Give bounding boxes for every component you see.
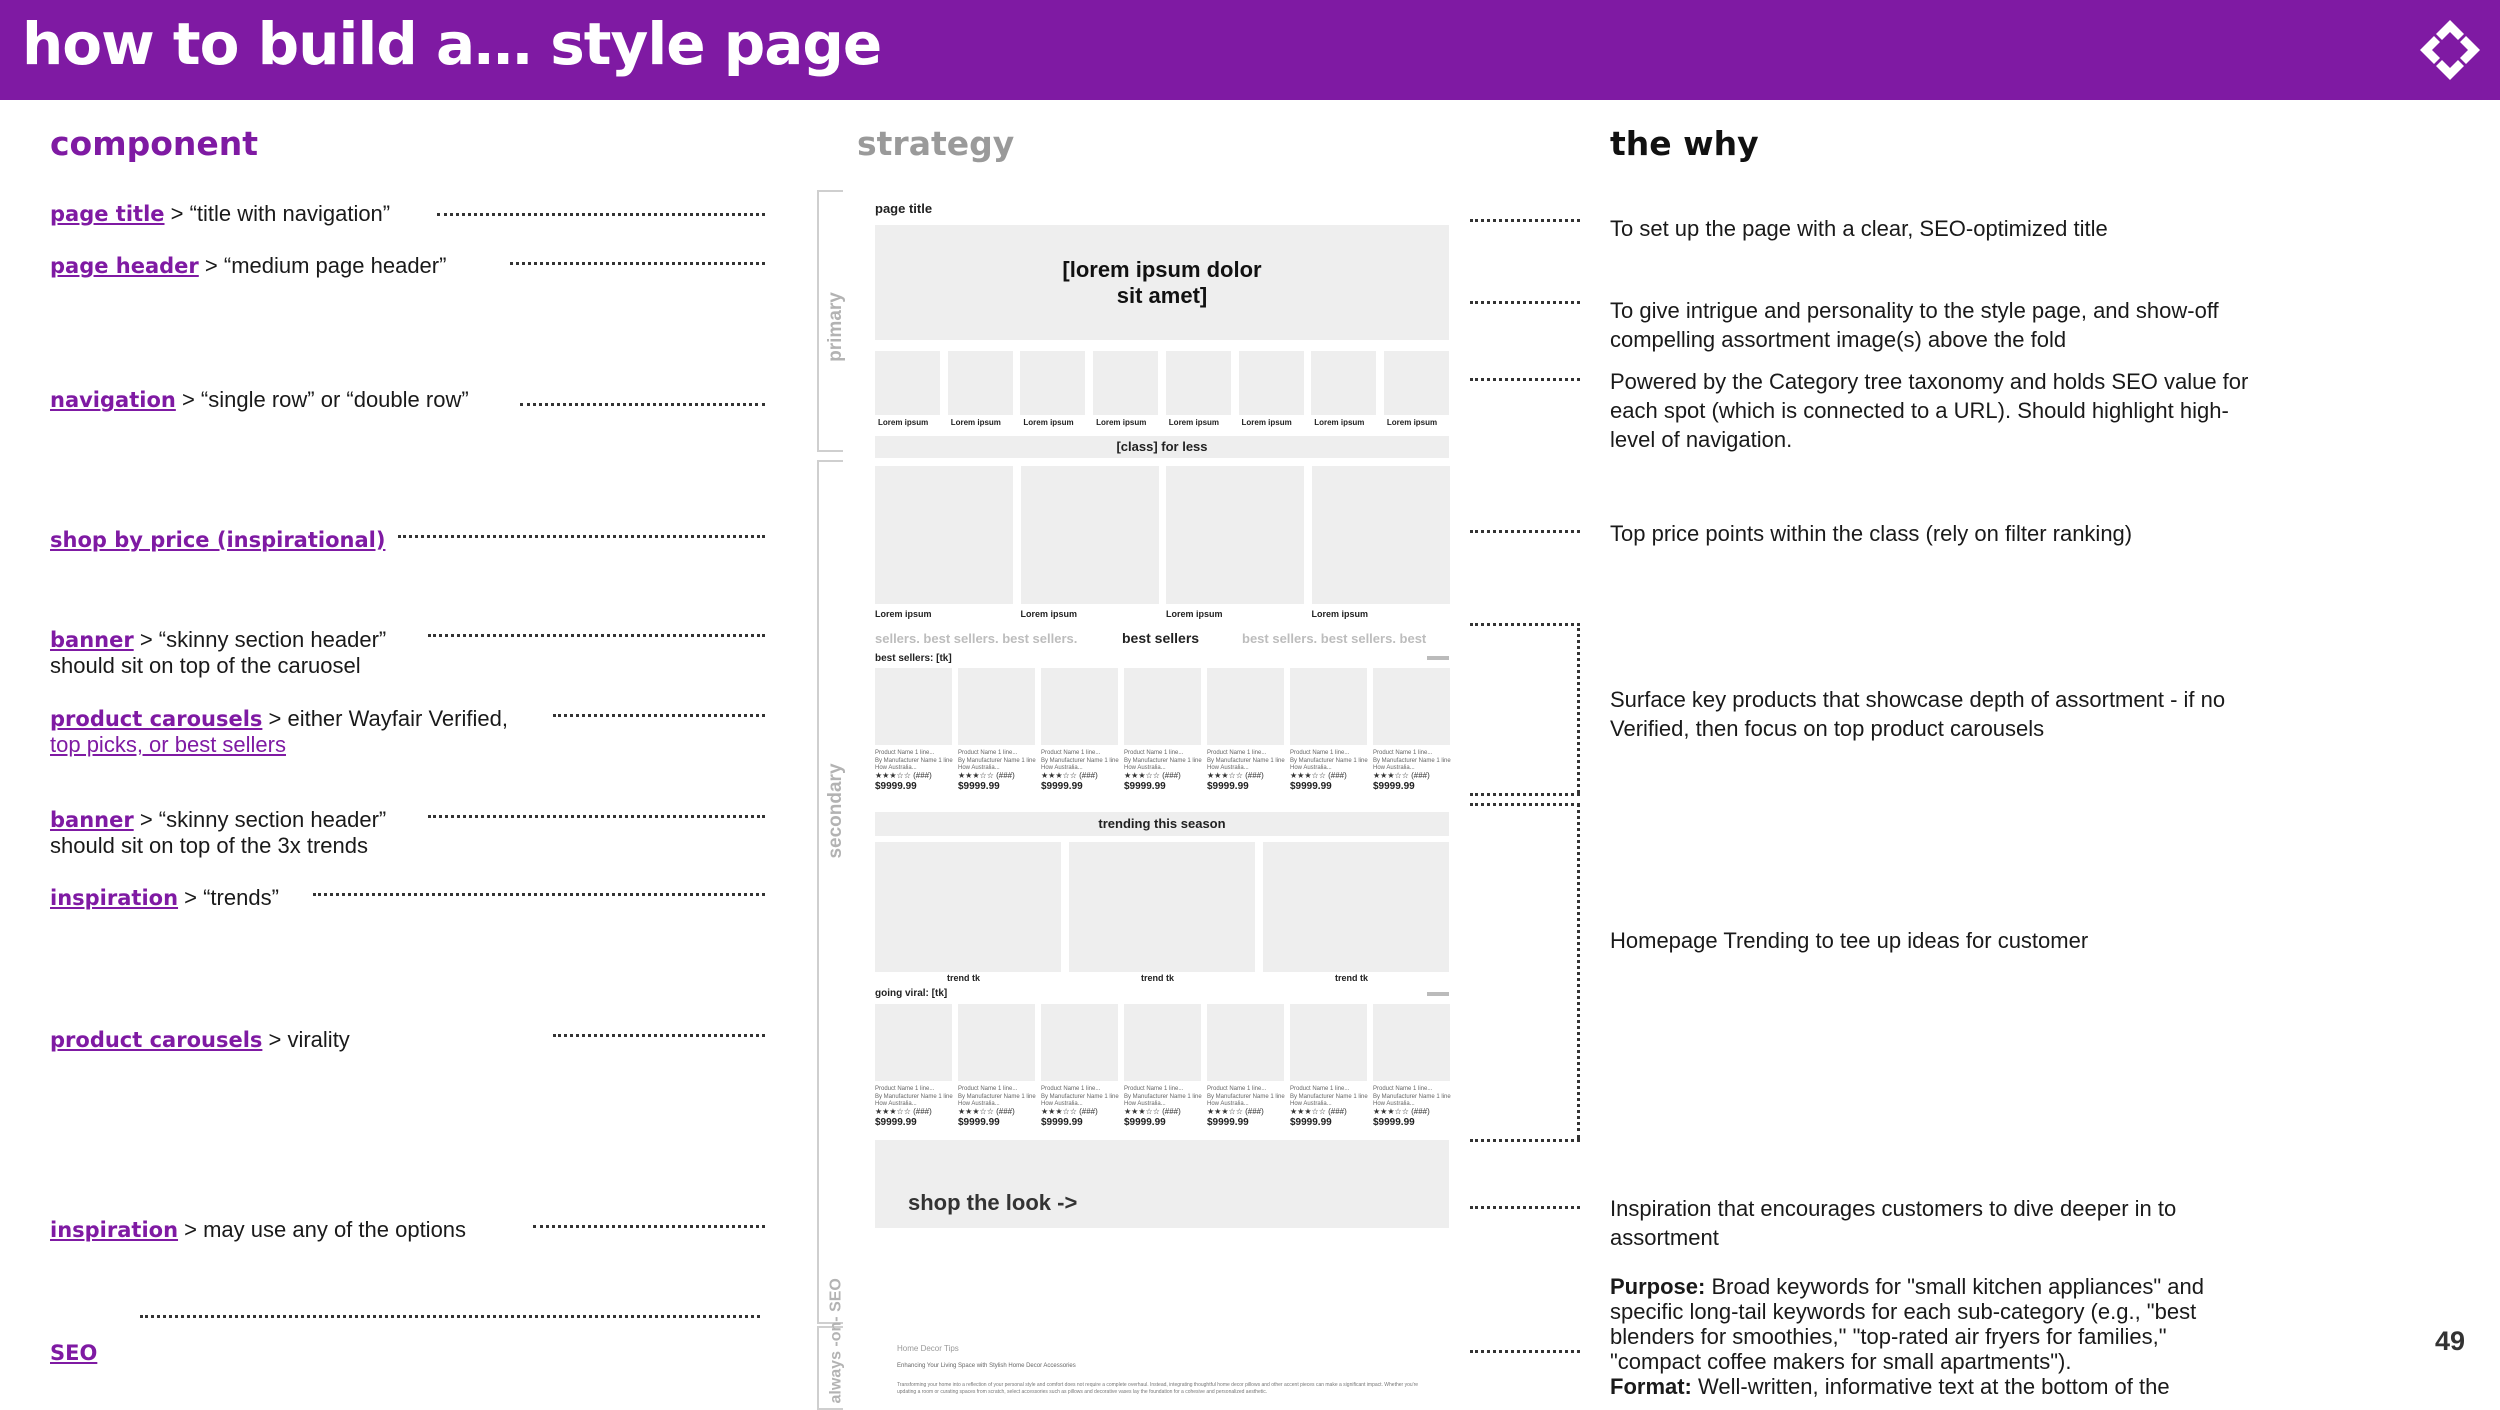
format-label: Format: <box>1610 1374 1692 1399</box>
wf-product-price: $9999.99 <box>1290 1117 1332 1128</box>
connector-dots <box>398 535 765 538</box>
connector-dots <box>553 1034 765 1037</box>
component-link[interactable]: page header <box>50 254 199 278</box>
connector-dots <box>428 634 765 637</box>
secondary-bracket <box>817 460 843 1324</box>
component-desc: > virality <box>262 1027 350 1052</box>
wf-product-price: $9999.99 <box>875 1117 917 1128</box>
wf-product-extra: How Australia... <box>1124 1101 1166 1107</box>
wf-seo-title: Home Decor Tips <box>897 1344 959 1353</box>
wf-product-image <box>1373 1004 1450 1081</box>
wf-price-tile <box>1166 466 1304 604</box>
wf-product-name: Product Name 1 line... <box>1041 1086 1101 1092</box>
wf-product-name: Product Name 1 line... <box>1041 750 1101 756</box>
wf-product-rating: ★★★☆☆ (###) <box>958 771 1015 780</box>
wf-marquee-right: best sellers. best sellers. best <box>1242 631 1427 646</box>
wf-product-rating: ★★★☆☆ (###) <box>1290 1107 1347 1116</box>
page-title: how to build a… style page <box>22 10 882 78</box>
why-text: Surface key products that showcase depth of assortment - if no Verified, then focus on top product carousels <box>1610 687 2226 741</box>
wf-product-rating: ★★★☆☆ (###) <box>958 1107 1015 1116</box>
strategy-heading: strategy <box>857 124 1015 163</box>
component-link[interactable]: product carousels <box>50 707 263 731</box>
wf-product-rating: ★★★☆☆ (###) <box>875 1107 932 1116</box>
wf-product-rating: ★★★☆☆ (###) <box>1124 771 1181 780</box>
component-link[interactable]: banner <box>50 808 134 832</box>
wf-product-image <box>1373 668 1450 745</box>
wf-trend-tile <box>1263 842 1449 972</box>
wf-product-by: By Manufacturer Name 1 line <box>875 1094 953 1100</box>
why-connector <box>1470 793 1580 796</box>
wf-product-price: $9999.99 <box>875 781 917 792</box>
wf-product-extra: How Australia... <box>958 1101 1000 1107</box>
why-connector <box>1470 219 1580 222</box>
wf-nav-label: Lorem ipsum <box>950 418 1001 427</box>
component-desc: > “skinny section header” <box>133 627 387 652</box>
connector-dots <box>510 262 765 265</box>
wf-product-image <box>875 668 952 745</box>
component-link[interactable]: banner <box>50 628 134 652</box>
wf-see-all[interactable] <box>1427 992 1449 996</box>
connector-dots <box>313 893 765 896</box>
wf-product-price: $9999.99 <box>1373 781 1415 792</box>
wf-nav-label: Lorem ipsum <box>1386 418 1438 427</box>
connector-dots <box>520 403 765 406</box>
component-row <box>50 527 770 553</box>
component-desc: > may use any of the options <box>178 1217 467 1242</box>
wf-price-tile <box>1312 466 1450 604</box>
wf-hero-text: [lorem ipsum dolor sit amet] <box>1062 257 1262 308</box>
wf-product-price: $9999.99 <box>958 1117 1000 1128</box>
wf-product-rating: ★★★☆☆ (###) <box>1373 771 1430 780</box>
component-link[interactable]: inspiration <box>50 1218 179 1242</box>
brand-logo-icon <box>2418 18 2482 82</box>
why-text: Top price points within the class (rely on filter ranking) <box>1610 521 2133 546</box>
wf-product-name: Product Name 1 line... <box>1373 750 1433 756</box>
wf-nav-tile <box>1093 351 1158 415</box>
wf-marquee-center: best sellers <box>1122 630 1200 646</box>
wf-nav-tile <box>1311 351 1376 415</box>
wf-product-extra: How Australia... <box>1373 1101 1415 1107</box>
component-desc: > “trends” <box>178 885 279 910</box>
wf-product-by: By Manufacturer Name 1 line <box>1207 1094 1285 1100</box>
component-link[interactable]: shop by price (inspirational) <box>50 528 386 552</box>
wf-product-by: By Manufacturer Name 1 line <box>1290 758 1368 764</box>
wf-product-image <box>875 1004 952 1081</box>
wf-product-image <box>958 1004 1035 1081</box>
why-connector <box>1470 378 1580 381</box>
wf-product-by: By Manufacturer Name 1 line <box>875 758 953 764</box>
wf-product-price: $9999.99 <box>1041 781 1083 792</box>
wf-nav-label: Lorem ipsum <box>1096 418 1147 427</box>
wf-price-tile <box>875 466 1013 604</box>
why-text: Homepage Trending to tee up ideas for customer <box>1610 928 2089 953</box>
secondary-label: secondary <box>825 763 846 859</box>
wf-trend-tile <box>875 842 1061 972</box>
wf-product-price: $9999.99 <box>958 781 1000 792</box>
wf-product-price: $9999.99 <box>1124 781 1166 792</box>
wf-product-by: By Manufacturer Name 1 line <box>1124 1094 1202 1100</box>
wf-price-bar: [class] for less <box>875 436 1449 458</box>
purpose-text: Broad keywords for "small kitchen appliances" and specific long-tail keywords for each sub-category (e.g., "best blenders for smoothies," "top-rated air fryers for families," "compact coffee makers for small apartments"). <box>1610 1274 2205 1374</box>
why-connector <box>1470 803 1580 806</box>
wf-product-extra: How Australia... <box>1207 1101 1249 1107</box>
wf-product-extra: How Australia... <box>875 765 917 771</box>
wf-product-extra: How Australia... <box>1041 765 1083 771</box>
seo-why-text <box>1610 1274 2260 1406</box>
wf-product-price: $9999.99 <box>1207 1117 1249 1128</box>
wf-price-label: Lorem ipsum <box>1166 609 1223 619</box>
wf-product-extra: How Australia... <box>875 1101 917 1107</box>
wf-product-by: By Manufacturer Name 1 line <box>1041 1094 1119 1100</box>
wf-marquee-left: sellers. best sellers. best sellers. <box>875 631 1078 646</box>
wf-nav-tile <box>1384 351 1449 415</box>
wf-product-name: Product Name 1 line... <box>958 1086 1018 1092</box>
component-row <box>50 1217 770 1243</box>
wf-see-all[interactable] <box>1427 656 1449 660</box>
component-row <box>50 1340 770 1366</box>
connector-dots <box>428 815 765 818</box>
wf-product-by: By Manufacturer Name 1 line <box>1124 758 1202 764</box>
wf-product-rating: ★★★☆☆ (###) <box>1041 1107 1098 1116</box>
format-text: Well-written, informative text at the bottom of the <box>1691 1374 2170 1399</box>
wf-trend-label: trend tk <box>1141 973 1175 983</box>
wf-product-by: By Manufacturer Name 1 line <box>1373 758 1451 764</box>
page-number: 49 <box>2435 1326 2466 1356</box>
component-desc: > “skinny section header” <box>133 807 387 832</box>
wf-nav-tile <box>1020 351 1085 415</box>
why-text: To give intrigue and personality to the style page, and show-off compelling assortment image(s) above the fold <box>1610 298 2219 352</box>
wf-nav-label: Lorem ipsum <box>878 418 929 427</box>
wf-product-image <box>1207 668 1284 745</box>
wf-trend-tile <box>1069 842 1255 972</box>
component-link[interactable]: product carousels <box>50 1028 263 1052</box>
component-row <box>50 387 770 413</box>
wf-product-by: By Manufacturer Name 1 line <box>958 758 1036 764</box>
wf-product-image <box>1207 1004 1284 1081</box>
wf-product-name: Product Name 1 line... <box>1124 1086 1184 1092</box>
connector-dots <box>553 714 765 717</box>
component-row <box>50 253 770 279</box>
wf-product-name: Product Name 1 line... <box>1290 1086 1350 1092</box>
why-text: Powered by the Category tree taxonomy and holds SEO value for each spot (which is connected to a URL). Should highlight high-level of navigation. <box>1610 369 2249 452</box>
wf-product-price: $9999.99 <box>1290 781 1332 792</box>
why-connector <box>1470 1206 1580 1209</box>
wf-product-price: $9999.99 <box>1124 1117 1166 1128</box>
wf-product-rating: ★★★☆☆ (###) <box>1207 1107 1264 1116</box>
wf-nav-tile <box>948 351 1013 415</box>
wf-product-name: Product Name 1 line... <box>875 1086 935 1092</box>
wf-product-rating: ★★★☆☆ (###) <box>875 771 932 780</box>
why-connector <box>1470 623 1580 626</box>
wf-product-extra: How Australia... <box>1207 765 1249 771</box>
wf-product-extra: How Australia... <box>1373 765 1415 771</box>
component-desc: > “single row” or “double row” <box>175 387 469 412</box>
always-on-seo-label: always -on- SEO <box>827 1278 845 1404</box>
wf-price-label: Lorem ipsum <box>1020 609 1078 619</box>
wf-product-image <box>958 668 1035 745</box>
component-row <box>50 1027 770 1053</box>
wf-marquee <box>875 630 1449 652</box>
wf-nav-label: Lorem ipsum <box>1241 418 1292 427</box>
wf-trend-label: trend tk <box>947 973 981 983</box>
why-heading: the why <box>1610 124 1759 163</box>
wf-product-extra: How Australia... <box>1124 765 1166 771</box>
why-connector <box>1470 1350 1580 1353</box>
wf-shop-look-link[interactable]: shop the look -> <box>908 1190 1078 1215</box>
wf-product-image <box>1290 668 1367 745</box>
wf-carousel1-title: best sellers: [tk] <box>875 653 952 664</box>
wf-nav-tile <box>1239 351 1304 415</box>
wf-price-label: Lorem ipsum <box>875 609 932 619</box>
wf-nav-tile <box>1166 351 1231 415</box>
wf-product-name: Product Name 1 line... <box>1373 1086 1433 1092</box>
wf-product-rating: ★★★☆☆ (###) <box>1290 771 1347 780</box>
component-row <box>50 885 770 911</box>
wf-product-by: By Manufacturer Name 1 line <box>1207 758 1285 764</box>
wf-product-by: By Manufacturer Name 1 line <box>958 1094 1036 1100</box>
wf-product-rating: ★★★☆☆ (###) <box>1041 771 1098 780</box>
why-connector-vertical <box>1577 803 1580 1139</box>
wf-product-image <box>1041 668 1118 745</box>
why-connector <box>1470 1139 1580 1142</box>
wf-product-extra: How Australia... <box>1290 765 1332 771</box>
connector-dots <box>140 1315 760 1318</box>
wf-product-extra: How Australia... <box>958 765 1000 771</box>
wf-nav-tile <box>875 351 940 415</box>
connector-dots <box>533 1225 765 1228</box>
wf-product-extra: How Australia... <box>1290 1101 1332 1107</box>
wf-product-rating: ★★★☆☆ (###) <box>1207 771 1264 780</box>
wf-nav-label: Lorem ipsum <box>1168 418 1220 427</box>
wf-product-name: Product Name 1 line... <box>1124 750 1184 756</box>
wf-product-name: Product Name 1 line... <box>958 750 1018 756</box>
wf-price-tile <box>1021 466 1159 604</box>
wf-seo-body: Transforming your home into a reflection of your personal style and comfort does not require a complete overhaul. Instead, integrating thoughtful home decor pillows and other accent pieces can make a significant impact. Whether you're updating a room or curating spaces from scratch, select accessories such as pillows and decorative vases lay the foundation for a cohesive and personalized aesthetic. <box>897 1382 1419 1395</box>
wf-product-by: By Manufacturer Name 1 line <box>1041 758 1119 764</box>
component-desc: > either Wayfair Verified, <box>262 706 508 731</box>
wf-product-name: Product Name 1 line... <box>1207 750 1267 756</box>
wf-page-title: page title <box>875 201 933 216</box>
wf-seo-sub: Enhancing Your Living Space with Stylish Home Decor Accessories <box>897 1363 1076 1369</box>
wf-product-image <box>1290 1004 1367 1081</box>
wf-product-name: Product Name 1 line... <box>1207 1086 1267 1092</box>
wf-nav-label: Lorem ipsum <box>1314 418 1365 427</box>
wf-product-name: Product Name 1 line... <box>1290 750 1350 756</box>
wf-price-label: Lorem ipsum <box>1311 609 1369 619</box>
component-desc-line2[interactable]: top picks, or best sellers <box>50 732 286 757</box>
wf-product-image <box>1124 668 1201 745</box>
component-desc: > “medium page header” <box>198 253 447 278</box>
wf-product-price: $9999.99 <box>1373 1117 1415 1128</box>
wf-product-by: By Manufacturer Name 1 line <box>1290 1094 1368 1100</box>
wf-product-rating: ★★★☆☆ (###) <box>1124 1107 1181 1116</box>
why-text: Inspiration that encourages customers to dive deeper in to assortment <box>1610 1196 2177 1250</box>
component-heading: component <box>50 124 259 163</box>
wf-trending-bar: trending this season <box>875 812 1449 836</box>
primary-label: primary <box>825 292 846 362</box>
component-link[interactable]: inspiration <box>50 886 179 910</box>
wf-product-price: $9999.99 <box>1041 1117 1083 1128</box>
component-desc: > “title with navigation” <box>164 201 391 226</box>
wf-nav-label: Lorem ipsum <box>1023 418 1074 427</box>
why-connector <box>1470 530 1580 533</box>
why-connector <box>1470 301 1580 304</box>
component-desc-line2: should sit on top of the 3x trends <box>50 833 368 858</box>
wf-product-name: Product Name 1 line... <box>875 750 935 756</box>
component-link[interactable]: SEO <box>50 1341 98 1365</box>
component-link[interactable]: page title <box>50 202 165 226</box>
wf-product-image <box>1124 1004 1201 1081</box>
wf-product-image <box>1041 1004 1118 1081</box>
connector-dots <box>437 213 765 216</box>
wf-product-by: By Manufacturer Name 1 line <box>1373 1094 1451 1100</box>
wf-product-extra: How Australia... <box>1041 1101 1083 1107</box>
purpose-label: Purpose: <box>1610 1274 1706 1299</box>
why-connector-vertical <box>1577 623 1580 793</box>
wf-product-rating: ★★★☆☆ (###) <box>1373 1107 1430 1116</box>
wf-trend-label: trend tk <box>1335 973 1369 983</box>
wf-carousel2-title: going viral: [tk] <box>875 988 948 999</box>
wf-product-price: $9999.99 <box>1207 781 1249 792</box>
component-link[interactable]: navigation <box>50 388 176 412</box>
why-text: To set up the page with a clear, SEO-optimized title <box>1610 216 2108 241</box>
component-desc-line2: should sit on top of the caruosel <box>50 653 361 678</box>
